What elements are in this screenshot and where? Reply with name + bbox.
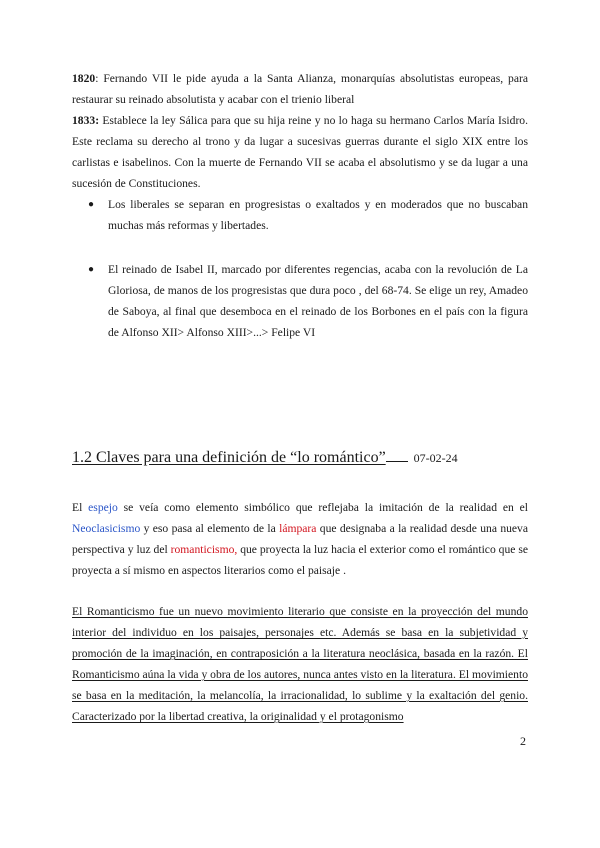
paragraph-1833 — [72, 110, 528, 194]
text-segment: que designaba a la realidad desde una nueva perspectiva y luz del — [72, 522, 528, 556]
bullet-icon: ● — [88, 199, 95, 210]
bullet-liberales: Los liberales se separan en progresistas o exaltados y en moderados que no buscaban muchas más reformas y libertades. — [108, 198, 528, 232]
year-1833: 1833: — [72, 114, 100, 127]
page-number: 2 — [520, 734, 526, 748]
keyword-neoclasicismo: Neoclasicismo — [72, 522, 141, 535]
section-date: 07-02-24 — [413, 451, 458, 465]
heading-underline — [386, 447, 408, 462]
text-segment: que proyecta la luz hacia el exterior como el romántico que se proyecta a sí mismo en aspectos literarios como el paisaje . — [72, 543, 528, 577]
text-segment: se veía como elemento simbólico que reflejaba la imitación de la realidad en el — [117, 501, 528, 514]
section-title: 1.2 Claves para una definición de “lo romántico” — [72, 449, 386, 466]
text-segment: y eso pasa al elemento de la — [140, 522, 280, 535]
paragraph-1820 — [72, 68, 528, 110]
paragraph-espejo — [72, 497, 528, 581]
paragraph-definition: El Romanticismo fue un nuevo movimiento literario que consiste en la proyección del mundo interior del individuo en los paisajes, personajes etc. Además se basa en la subjetividad y promoción de la imaginación, en contraposición a la literatura neoclásica, basada en la razón. El Romanticismo aúna la vida y obra de los autores, nunca antes visto en la literatura. El movimiento se basa en la meditación, la melancolía, la irracionalidad, lo sublime y la exaltación del genio. Caracterizado por la libertad creativa, la originalidad y el protagonismo — [72, 605, 528, 723]
text-segment: El — [72, 501, 89, 514]
keyword-lampara: lámpara — [279, 522, 317, 535]
paragraph-1820-text: : Fernando VII le pide ayuda a la Santa Alianza, monarquías absolutistas europeas, para restaurar su reinado absolutista y acabar con el trienio liberal — [72, 72, 528, 106]
keyword-romanticismo: romanticismo, — [170, 543, 238, 556]
bullet-icon: ● — [88, 264, 95, 275]
paragraph-1833-text: Establece la ley Sálica para que su hija reine y no lo haga su hermano Carlos María Isidro. Este reclama su derecho al trono y da lugar a sucesivas guerras durante el siglo XIX entre los carlistas e isabelinos. Con la muerte de Fernando VII se acaba el absolutismo y se da lugar a una sucesión de Constituciones. — [72, 114, 528, 190]
bullet-isabel-ii: El reinado de Isabel II, marcado por diferentes regencias, acaba con la revolución de La Gloriosa, de manos de los progresistas que dura poco , del 68-74. Se elige un rey, Amadeo de Saboya, al final que desemboca en el reinado de los Borbones en el país con la figura de Alfonso XII> Alfonso XIII>...> Felipe VI — [108, 263, 528, 339]
year-1820: 1820 — [72, 72, 96, 85]
section-heading — [72, 447, 528, 469]
keyword-espejo: espejo — [88, 501, 118, 514]
